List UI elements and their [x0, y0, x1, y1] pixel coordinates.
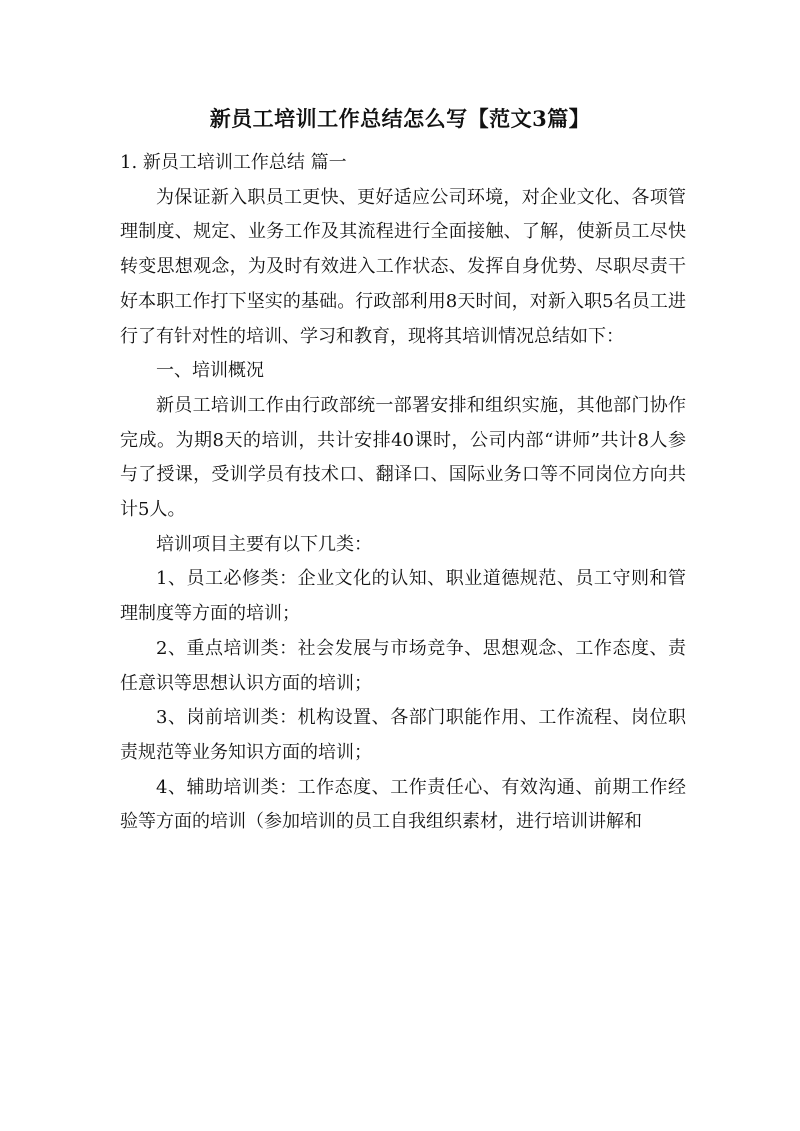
document-body [120, 146, 686, 840]
list-item-required-training: 1、员工必修类：企业文化的认知、职业道德规范、员工守则和管理制度等方面的培训； [120, 568, 686, 625]
section-heading: 1. 新员工培训工作总结 篇一 [120, 152, 347, 173]
list-item-key-training: 2、重点培训类：社会发展与市场竞争、思想观念、工作态度、责任意识等思想认识方面的培训； [120, 637, 686, 694]
subheading-training-overview: 一、培训概况 [156, 360, 264, 382]
list-item-auxiliary-training: 4、辅助培训类：工作态度、工作责任心、有效沟通、前期工作经验等方面的培训（参加培训的员工自我组织素材，进行培训讲解和 [120, 776, 686, 833]
list-item-pre-job-training: 3、岗前培训类：机构设置、各部门职能作用、工作流程、岗位职责规范等业务知识方面的培训； [120, 707, 686, 763]
intro-paragraph: 为保证新入职员工更快、更好适应公司环境，对企业文化、各项管理制度、规定、业务工作及其流程进行全面接触、了解，使新员工尽快转变思想观念，为及时有效进入工作状态、发挥自身优势、尽职尽责干好本职工作打下坚实的基础。行政部利用8天时间，对新入职5名员工进行了有针对性的培训、学习和教育，现将其培训情况总结如下： [120, 186, 686, 347]
overview-paragraph: 新员工培训工作由行政部统一部署安排和组织实施，其他部门协作完成。为期8天的培训，共计安排40课时，公司内部“讲师”共计8人参与了授课，受训学员有技术口、翻译口、国际业务口等不同岗位方向共计5人。 [120, 394, 686, 521]
document-title: 新员工培训工作总结怎么写【范文3篇】 [209, 106, 591, 131]
training-items-intro: 培训项目主要有以下几类： [156, 533, 372, 555]
